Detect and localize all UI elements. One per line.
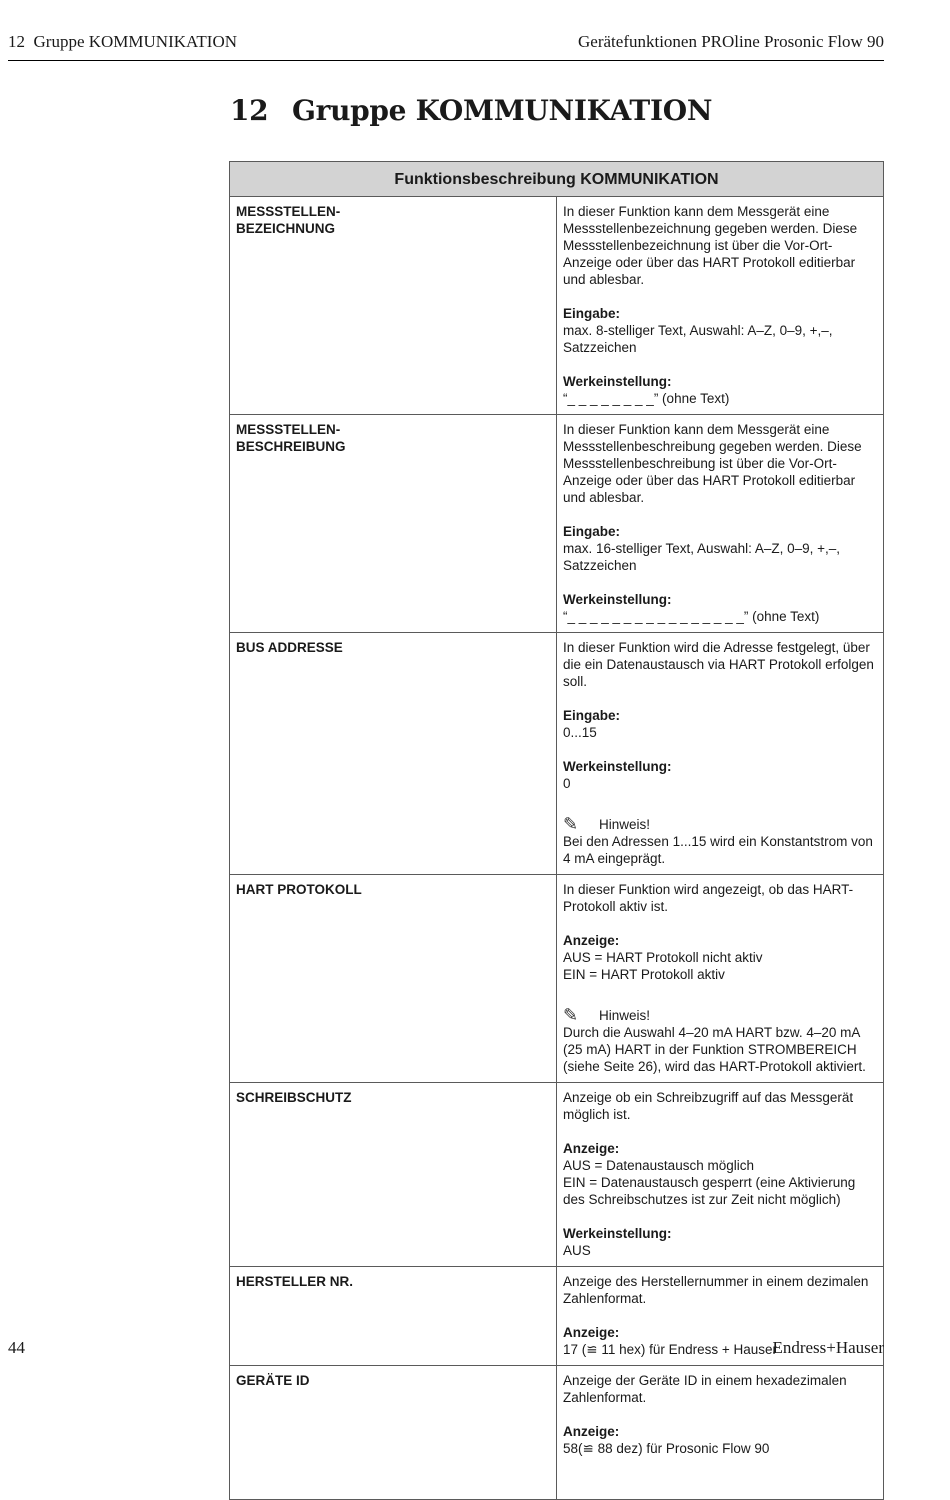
function-description — [557, 633, 884, 875]
function-name: BUS ADDRESSE — [230, 633, 557, 875]
pencil-icon: ✎ — [563, 1005, 579, 1025]
default-value: “_ _ _ _ _ _ _ _ _ _ _ _ _ _ _ _” (ohne Text) — [563, 609, 820, 624]
function-name: GERÄTE ID — [230, 1366, 557, 1500]
function-description — [557, 1083, 884, 1267]
function-name: MESSSTELLEN- BEZEICHNUNG — [230, 197, 557, 415]
display-value-off: AUS = HART Protokoll nicht aktiv — [563, 950, 763, 965]
table-row — [230, 1366, 884, 1500]
default-value: “_ _ _ _ _ _ _ _” (ohne Text) — [563, 391, 730, 406]
table-header-row — [230, 162, 884, 197]
hint-label: Hinweis! — [599, 1008, 651, 1023]
table-row — [230, 197, 884, 415]
page-title — [230, 94, 712, 127]
function-table — [229, 161, 884, 1500]
input-label: Eingabe: — [563, 306, 621, 321]
page-header — [8, 30, 884, 61]
description-text: Anzeige ob ein Schreibzugriff auf das Messgerät möglich ist. — [563, 1090, 854, 1122]
default-label: Werkeinstellung: — [563, 759, 672, 774]
display-value: 17 (≌ 11 hex) für Endress + Hauser — [563, 1342, 778, 1357]
hint-text: Bei den Adressen 1...15 wird ein Konstantstrom von 4 mA eingeprägt. — [563, 834, 873, 866]
description-text: In dieser Funktion wird die Adresse festgelegt, über die ein Datenaustausch via HART Protokoll erfolgen soll. — [563, 640, 874, 689]
input-label: Eingabe: — [563, 708, 621, 723]
header-section: 12 Gruppe KOMMUNIKATION — [8, 32, 238, 51]
default-label: Werkeinstellung: — [563, 374, 672, 389]
display-value-on: EIN = Datenaustausch gesperrt (eine Aktivierung des Schreibschutzes ist zur Zeit nicht möglich) — [563, 1175, 856, 1207]
brand-logo: Endress+Hauser — [772, 1338, 884, 1357]
function-description — [557, 415, 884, 633]
function-name: MESSSTELLEN- BESCHREIBUNG — [230, 415, 557, 633]
function-description — [557, 875, 884, 1083]
hint-line — [563, 1007, 875, 1024]
description-text: Anzeige der Geräte ID in einem hexadezimalen Zahlenformat. — [563, 1373, 847, 1405]
header-doc-title: Gerätefunktionen PROline Prosonic Flow 90 — [578, 32, 884, 51]
page-number: 44 — [8, 1338, 25, 1357]
chapter-title: Gruppe KOMMUNIKATION — [292, 94, 713, 127]
description-text: In dieser Funktion kann dem Messgerät eine Messstellenbezeichnung gegeben werden. Diese Messstellenbezeichnung ist über die Vor-Ort-Anzeige oder über das HART Protokoll editierbar und ablesbar. — [563, 204, 858, 287]
hint-label: Hinweis! — [599, 817, 651, 832]
display-label: Anzeige: — [563, 1424, 620, 1439]
table-heading: Funktionsbeschreibung KOMMUNIKATION — [230, 162, 884, 197]
description-text: In dieser Funktion wird angezeigt, ob das HART-Protokoll aktiv ist. — [563, 882, 854, 914]
hint-line — [563, 816, 875, 833]
pencil-icon: ✎ — [563, 814, 579, 834]
display-value: 58(≌ 88 dez) für Prosonic Flow 90 — [563, 1441, 770, 1456]
hint-text: Durch die Auswahl 4–20 mA HART bzw. 4–20 mA (25 mA) HART in der Funktion STROMBEREICH (siehe Seite 26), wird das HART-Protokoll aktiviert. — [563, 1025, 866, 1074]
table-row — [230, 875, 884, 1083]
description-text: Anzeige des Herstellernummer in einem dezimalen Zahlenformat. — [563, 1274, 869, 1306]
input-value: max. 8-stelliger Text, Auswahl: A–Z, 0–9, +,–, Satzzeichen — [563, 323, 833, 355]
table-row — [230, 415, 884, 633]
function-name: HART PROTOKOLL — [230, 875, 557, 1083]
input-value: 0...15 — [563, 725, 597, 740]
description-text: In dieser Funktion kann dem Messgerät eine Messstellenbeschreibung gegeben werden. Diese Messstellenbeschreibung ist über die Vor-Ort-Anzeige oder über das HART Protokoll editierbar und ablesbar. — [563, 422, 862, 505]
chapter-number: 12 — [230, 94, 269, 127]
display-label: Anzeige: — [563, 1141, 620, 1156]
default-value: AUS — [563, 1243, 591, 1258]
function-description — [557, 197, 884, 415]
input-value: max. 16-stelliger Text, Auswahl: A–Z, 0–9, +,–, Satzzeichen — [563, 541, 841, 573]
display-label: Anzeige: — [563, 1325, 620, 1340]
display-label: Anzeige: — [563, 933, 620, 948]
default-label: Werkeinstellung: — [563, 1226, 672, 1241]
display-value-on: EIN = HART Protokoll aktiv — [563, 967, 725, 982]
function-name: HERSTELLER NR. — [230, 1267, 557, 1366]
table-row — [230, 633, 884, 875]
display-value-off: AUS = Datenaustausch möglich — [563, 1158, 754, 1173]
table-row — [230, 1083, 884, 1267]
default-label: Werkeinstellung: — [563, 592, 672, 607]
function-name: SCHREIBSCHUTZ — [230, 1083, 557, 1267]
function-description — [557, 1366, 884, 1500]
input-label: Eingabe: — [563, 524, 621, 539]
default-value: 0 — [563, 776, 571, 791]
